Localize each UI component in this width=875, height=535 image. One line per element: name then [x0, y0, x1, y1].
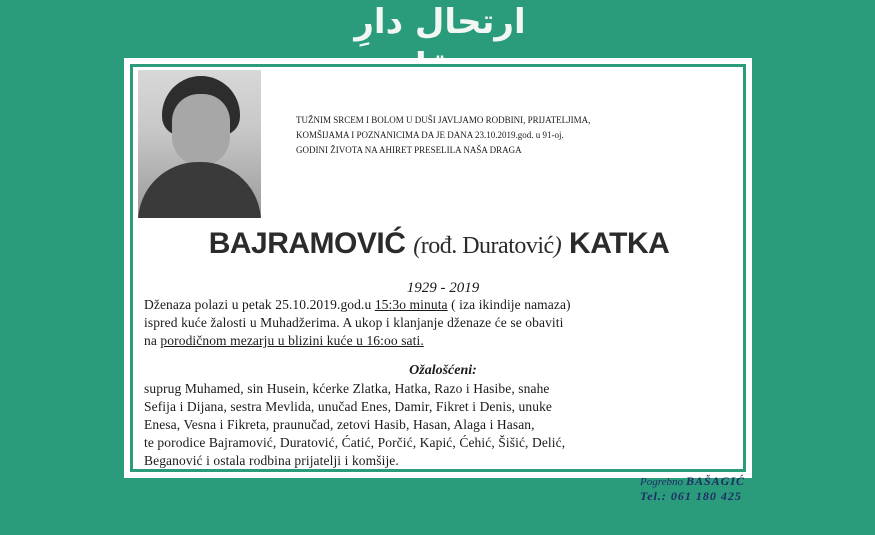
mourners-line-5: Beganović i ostala rodbina prijatelji i komšije. — [144, 453, 399, 468]
maiden-name: rođ. Duratović — [420, 233, 554, 259]
intro-line-1: TUŽNIM SRCEM I BOLOM U DUŠI JAVLJAMO RODBINI, PRIJATELJIMA, — [296, 115, 591, 125]
funeral-home-brand: BAŠAGIĆ — [685, 474, 746, 488]
funeral-line-2: ispred kuće žalosti u Muhadžerima. A ukop i klanjanje dženaze će se obaviti — [144, 315, 564, 330]
funeral-text-1: Dženaza polazi u petak 25.10.2019.god.u — [144, 297, 375, 312]
intro-text — [296, 113, 626, 158]
funeral-place: porodičnom mezarju u blizini kuće u 16:oo sati. — [160, 333, 424, 348]
funeral-home-name — [640, 474, 830, 489]
mourners-line-2: Sefija i Dijana, sestra Mevlida, unučad Enes, Damir, Fikret i Denis, unuke — [144, 399, 553, 414]
deceased-name — [204, 224, 674, 266]
funeral-line-3 — [144, 332, 744, 350]
intro-line-2: KOMŠIJAMA I POZNANICIMA DA JE DANA 23.10.2019.god. u 91-oj. — [296, 130, 564, 140]
mourners-heading: Ožalošćeni: — [409, 363, 477, 378]
mourners-line-1: suprug Muhamed, sin Husein, kćerke Zlatka, Hatka, Razo i Hasibe, snahe — [144, 381, 550, 396]
mourners-line-3: Enesa, Vesna i Fikreta, praunučad, zetovi Hasib, Hasan, Alaga i Hasan, — [144, 417, 535, 432]
funeral-home-label: Pogrebno — [640, 476, 683, 488]
mourners-list — [144, 380, 744, 470]
funeral-time: 15:3o minuta — [374, 297, 448, 312]
maiden-close-paren: ) — [553, 233, 562, 259]
funeral-home-credit — [640, 474, 830, 503]
intro-line-3: GODINI ŽIVOTA NA AHIRET PRESELILA NAŠA DRAGA — [296, 145, 522, 155]
first-name: KATKA — [569, 227, 670, 260]
arabic-heading: ارتحال دارِ — [354, 2, 526, 42]
mourners-line-4: te porodice Bajramović, Duratović, Ćatić, Porčić, Kapić, Ćehić, Šišić, Delić, — [144, 435, 566, 450]
funeral-home-phone: Tel.: 061 180 425 — [640, 489, 742, 503]
surname: BAJRAMOVIĆ — [208, 227, 406, 260]
funeral-line-1 — [144, 296, 744, 314]
funeral-info — [144, 296, 744, 350]
photo-body — [138, 162, 261, 218]
funeral-text-2: ( iza ikindije namaza) — [447, 297, 571, 312]
obituary-card — [124, 58, 752, 478]
life-years: 1929 - 2019 — [406, 280, 480, 296]
funeral-text-3: na — [144, 333, 161, 348]
photo-face — [172, 94, 230, 166]
portrait-photo — [138, 70, 261, 218]
maiden-open-paren: ( — [413, 233, 421, 259]
